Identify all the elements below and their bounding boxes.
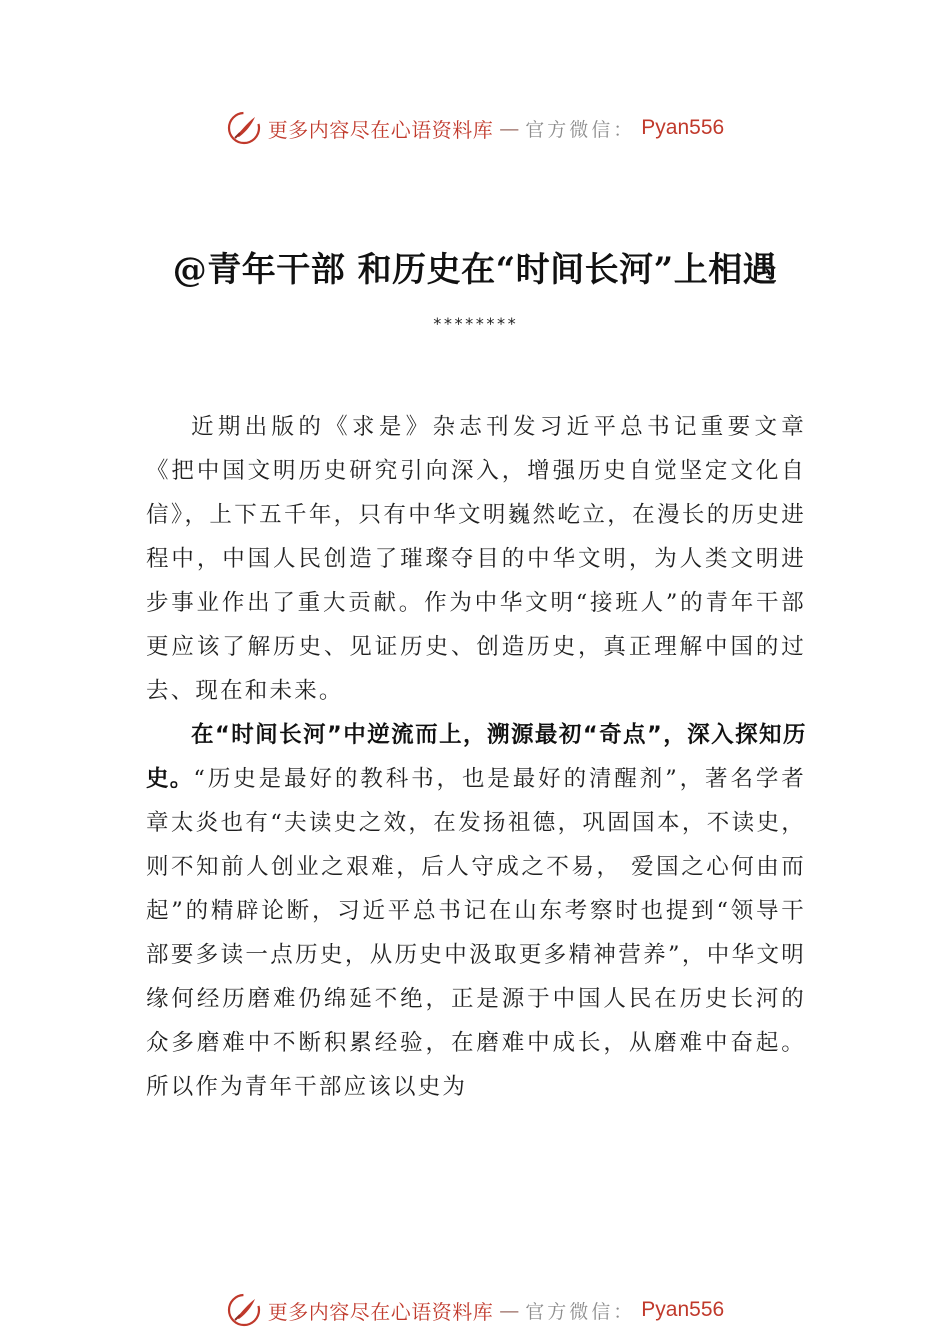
watermark-separator: — xyxy=(499,116,520,140)
watermark-wechat-id: Pyan556 xyxy=(641,1298,725,1321)
paragraph-lead: 在“时间长河”中逆流而上，溯源最初“奇点”，深入探知历史。 xyxy=(146,722,806,792)
quill-pen-logo-icon xyxy=(226,110,262,146)
author-line: ******** xyxy=(432,314,518,333)
watermark-wechat-label: 官方微信： xyxy=(525,1300,636,1323)
watermark-separator: — xyxy=(499,1298,520,1322)
watermark-wechat-id: Pyan556 xyxy=(641,116,725,139)
quill-pen-logo-icon xyxy=(226,1292,262,1328)
watermark-brand: 更多内容尽在心语资料库 xyxy=(267,117,494,142)
document-body xyxy=(146,405,806,1109)
body-paragraph xyxy=(146,405,806,713)
watermark-banner-top xyxy=(0,106,950,150)
watermark-banner-bottom xyxy=(0,1288,950,1332)
document-title: @青年干部 和历史在“时间长河”上相遇 xyxy=(172,250,778,290)
watermark-brand: 更多内容尽在心语资料库 xyxy=(267,1299,494,1324)
watermark-wechat-label: 官方微信： xyxy=(525,118,636,141)
body-paragraph xyxy=(146,713,806,1109)
paragraph-text: “历史是最好的教科书，也是最好的清醒剂”，著名学者章太炎也有“夫读史之效，在发扬祖德，巩固国本，不读史，则不知前人创业之艰难，后人守成之不易， 爱国之心何由而起”的精辟论断，习近平总书记在山东考察时也提到“领导干部要多读一点历史，从历史中汲取更多精神营养”，中华文明缘何经历磨难仍绵延不绝，正是源于中国人民在历史长河的众多磨难中不断积累经验，在磨难中成长，从磨难中奋起。所以作为青年干部应该以史为 xyxy=(146,766,806,1100)
paragraph-text: 近期出版的《求是》杂志刊发习近平总书记重要文章《把中国文明历史研究引向深入，增强历史自觉坚定文化自信》，上下五千年，只有中华文明巍然屹立，在漫长的历史进程中，中国人民创造了璀璨夺目的中华文明，为人类文明进步事业作出了重大贡献。作为中华文明“接班人”的青年干部更应该了解历史、见证历史、创造历史，真正理解中国的过去、现在和未来。 xyxy=(146,414,806,704)
